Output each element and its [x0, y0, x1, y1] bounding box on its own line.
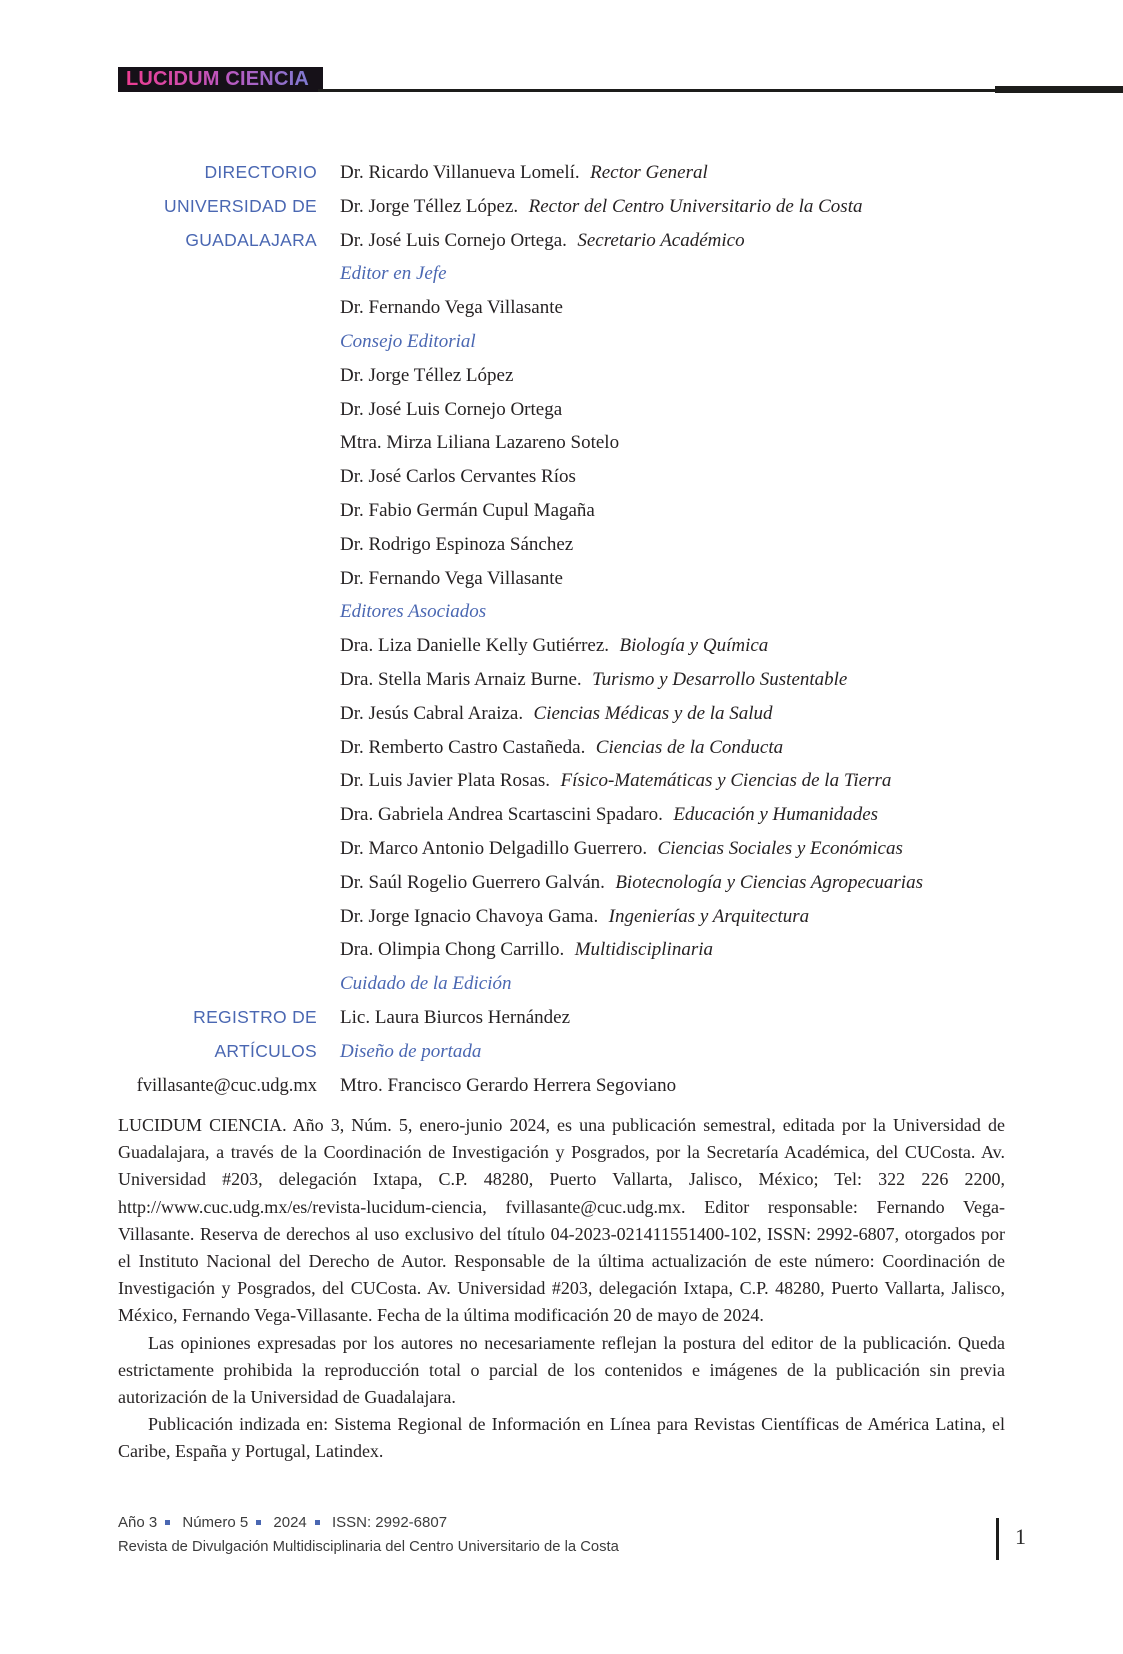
legal-paragraph: Publicación indizada en: Sistema Regional de Información en Línea para Revistas Científicas de América Latina, el Caribe, España y Portugal, Latindex.: [118, 1414, 1005, 1462]
legal-paragraph: LUCIDUM CIENCIA. Año 3, Núm. 5, enero-junio 2024, es una publicación semestral, editada por la Universidad de Guadalajara, a través de la Coordinación de Investigación y Posgrados, por la Secretaría Académica, del CUCosta. Av. Universidad #203, delegación Ixtapa, C.P. 48280, Puerto Vallarta, Jalisco, México; Tel: 322 226 2200, http://www.cuc.udg.mx/es/revista-lucidum-ciencia, fvillasante@cuc.udg.mx. Editor responsable: Fernando Vega-Villasante. Reserva de derechos al uso exclusivo del título 04-2023-021411551400-102, ISSN: 2992-6807, otorgados por el Instituto Nacional del Derecho de Autor. Responsable de la última actualización de este número: Coordinación de Investigación y Posgrados, del CUCosta. Av. Universidad #203, delegación Ixtapa, C.P. 48280, Puerto Vallarta, Jalisco, México, Fernando Vega-Villasante. Fecha de la última modificación 20 de mayo de 2024.: [118, 1115, 1005, 1326]
directory-entry: [340, 663, 1005, 697]
issue-meta-item: Año 3: [118, 1514, 178, 1531]
person-name: Dr. Fernando Vega Villasante: [340, 567, 563, 589]
directory-entry: [340, 359, 1005, 393]
directory-entry: [340, 764, 1005, 798]
person-name: Dra. Olimpia Chong Carrillo.: [340, 939, 565, 961]
directory-entry: [340, 1035, 1005, 1069]
directory-row: [118, 426, 1005, 460]
directory-entry: [340, 562, 1005, 596]
directory-row: [118, 1035, 1005, 1069]
directory-subheading: Editores Asociados: [340, 601, 487, 623]
directory-row: [118, 663, 1005, 697]
directory-entry: [340, 798, 1005, 832]
person-name: Dr. Remberto Castro Castañeda.: [340, 736, 586, 758]
person-name: Dr. Rodrigo Espinoza Sánchez: [340, 533, 574, 555]
person-role: Multidisciplinaria: [574, 939, 713, 961]
directory-section: [118, 156, 1005, 1103]
directory-label: UNIVERSIDAD DE: [164, 195, 317, 216]
person-name: Mtra. Mirza Liliana Lazareno Sotelo: [340, 432, 620, 454]
person-name: Dr. Ricardo Villanueva Lomelí.: [340, 162, 580, 183]
issue-meta-item: ISSN: 2992-6807: [331, 1514, 448, 1531]
directory-row: [118, 460, 1005, 494]
directory-entry: [340, 156, 1005, 190]
person-name: Dr. José Luis Cornejo Ortega: [340, 398, 563, 420]
person-name: Lic. Laura Biurcos Hernández: [340, 1006, 571, 1028]
directory-entry: [340, 1001, 1005, 1035]
person-name: Mtro. Francisco Gerardo Herrera Segoviano: [340, 1074, 677, 1096]
person-name: Dr. Jesús Cabral Araiza.: [340, 702, 524, 724]
person-role: Turismo y Desarrollo Sustentable: [592, 668, 848, 690]
directory-row: [118, 697, 1005, 731]
directory-entry: [340, 426, 1005, 460]
directory-row: [118, 731, 1005, 765]
legal-notice-section: [118, 1112, 1005, 1466]
directory-entry: [340, 190, 1005, 224]
directory-label: REGISTRO DE: [193, 1006, 317, 1027]
person-role: Educación y Humanidades: [673, 804, 879, 826]
directory-entry: [340, 528, 1005, 562]
directory-row: [118, 562, 1005, 596]
directory-subheading: Consejo Editorial: [340, 330, 476, 352]
directory-entry: [340, 257, 1005, 291]
legal-paragraph: Las opiniones expresadas por los autores no necesariamente reflejan la postura del editor de la publicación. Queda estrictamente prohibida la reproducción total o parcial de los contenidos e imágenes de la publicación sin previa autorización de la Universidad de Guadalajara.: [118, 1332, 1005, 1408]
directory-entry: [340, 697, 1005, 731]
directory-subheading: Editor en Jefe: [340, 263, 447, 285]
person-name: Dr. Jorge Ignacio Chavoya Gama.: [340, 905, 599, 927]
directory-row: [118, 359, 1005, 393]
directory-entry: [340, 224, 1005, 258]
person-name: Dra. Gabriela Andrea Scartascini Spadaro.: [340, 804, 663, 826]
person-role: Ciencias de la Conducta: [595, 736, 784, 758]
person-name: Dr. Fernando Vega Villasante: [340, 297, 563, 319]
person-name: Dr. Fabio Germán Cupul Magaña: [340, 499, 595, 521]
directory-entry: [340, 629, 1005, 663]
directory-label: fvillasante@cuc.udg.mx: [136, 1075, 317, 1096]
person-role: Ingenierías y Arquitectura: [608, 905, 810, 927]
directory-entry: [340, 832, 1005, 866]
person-name: Dra. Stella Maris Arnaiz Burne.: [340, 668, 582, 690]
person-name: Dr. Luis Javier Plata Rosas.: [340, 770, 551, 792]
person-role: Rector del Centro Universitario de la Costa: [528, 195, 863, 217]
page-number: 1: [1015, 1524, 1026, 1549]
directory-row: [118, 866, 1005, 900]
directory-label: GUADALAJARA: [185, 229, 317, 250]
person-role: Secretario Académico: [577, 229, 745, 251]
directory-entry: [340, 933, 1005, 967]
directory-entry: [340, 731, 1005, 765]
issue-meta-item: 2024: [273, 1514, 327, 1531]
directory-row: [118, 629, 1005, 663]
directory-row: [118, 595, 1005, 629]
journal-subtitle: Revista de Divulgación Multidisciplinaria del Centro Universitario de la Costa: [118, 1539, 619, 1555]
directory-entry: [340, 900, 1005, 934]
page-number-divider: [996, 1518, 999, 1560]
directory-row: [118, 291, 1005, 325]
person-role: Ciencias Médicas y de la Salud: [533, 702, 773, 724]
person-name: Dr. Saúl Rogelio Guerrero Galván.: [340, 871, 605, 893]
directory-entry: [340, 866, 1005, 900]
directory-entry: [340, 494, 1005, 528]
person-role: Físico-Matemáticas y Ciencias de la Tierra: [560, 770, 892, 792]
person-name: Dr. Marco Antonio Delgadillo Guerrero.: [340, 837, 648, 859]
directory-entry: [340, 967, 1005, 1001]
directory-row: [118, 933, 1005, 967]
person-role: Biotecnología y Ciencias Agropecuarias: [615, 871, 923, 893]
directory-entry: [340, 1069, 1005, 1103]
person-role: Ciencias Sociales y Económicas: [657, 837, 903, 859]
directory-row: [118, 528, 1005, 562]
directory-label: DIRECTORIO: [204, 162, 317, 182]
directory-subheading: Cuidado de la Edición: [340, 973, 512, 995]
header-rule-accent: [995, 86, 1123, 93]
directory-row: [118, 832, 1005, 866]
journal-logo-text: LUCIDUM CIENCIA: [126, 67, 309, 90]
person-name: Dra. Liza Danielle Kelly Gutiérrez.: [340, 635, 610, 657]
directory-row: [118, 190, 1005, 224]
directory-row: [118, 156, 1005, 190]
directory-entry: [340, 291, 1005, 325]
person-name: Dr. José Carlos Cervantes Ríos: [340, 466, 576, 488]
directory-entry: [340, 393, 1005, 427]
directory-row: [118, 1069, 1005, 1104]
header-rule: [318, 89, 1000, 92]
person-role: Biología y Química: [619, 635, 769, 657]
directory-row: [118, 798, 1005, 832]
directory-entry: [340, 595, 1005, 629]
person-name: Dr. Jorge Téllez López.: [340, 195, 519, 217]
person-role: Rector General: [590, 162, 708, 183]
directory-row: [118, 257, 1005, 291]
directory-row: [118, 900, 1005, 934]
directory-entry: [340, 460, 1005, 494]
directory-row: [118, 393, 1005, 427]
directory-row: [118, 494, 1005, 528]
person-name: Dr. José Luis Cornejo Ortega.: [340, 229, 567, 251]
directory-row: [118, 967, 1005, 1001]
issue-meta-line: [118, 1514, 447, 1531]
directory-row: [118, 764, 1005, 798]
directory-row: [118, 325, 1005, 359]
person-name: Dr. Jorge Téllez López: [340, 364, 514, 386]
journal-logo: [118, 67, 323, 92]
directory-entry: [340, 325, 1005, 359]
directory-row: [118, 1001, 1005, 1035]
issue-meta-item: Número 5: [182, 1514, 269, 1531]
directory-row: [118, 224, 1005, 258]
directory-subheading: Diseño de portada: [340, 1040, 482, 1062]
directory-label: ARTÍCULOS: [214, 1040, 317, 1061]
